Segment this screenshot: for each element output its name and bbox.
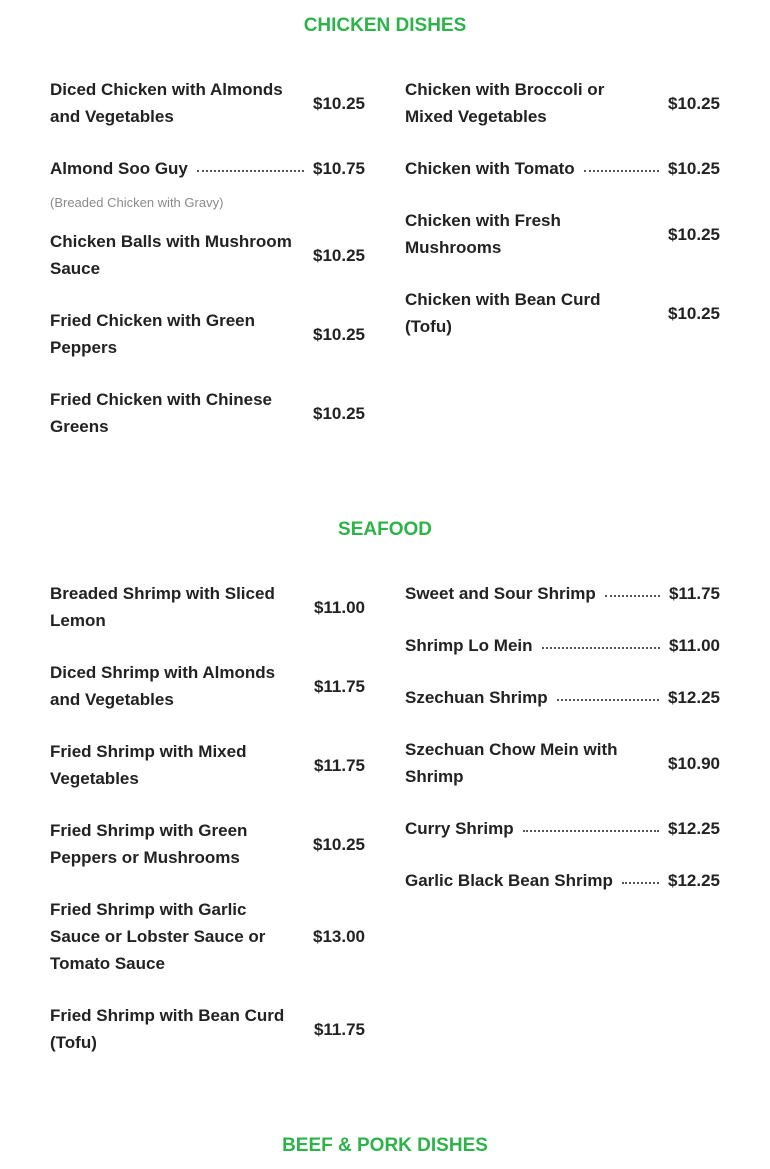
section-title-chicken: CHICKEN DISHES <box>303 15 467 36</box>
menu-item-price: $11.75 <box>313 755 365 775</box>
menu-item-price: $10.25 <box>313 403 365 423</box>
menu-item[interactable] <box>50 896 365 977</box>
menu-item-price: $11.75 <box>313 1019 365 1039</box>
menu-item[interactable] <box>405 736 720 790</box>
menu-item-name: Fried Chicken with Green Peppers <box>50 311 255 357</box>
menu-item-name: Sweet and Sour Shrimp <box>405 584 596 603</box>
menu-item[interactable] <box>50 386 365 440</box>
menu-item[interactable] <box>50 76 365 130</box>
menu-item-name: Fried Shrimp with Green Peppers or Mushrooms <box>50 821 248 867</box>
menu-item[interactable] <box>50 580 365 634</box>
menu-item-name: Szechuan Shrimp <box>405 688 548 707</box>
leader-dots <box>523 830 659 832</box>
leader-dots <box>605 595 660 597</box>
menu-item-name: Fried Shrimp with Mixed Vegetables <box>50 742 247 788</box>
menu-item-name: Fried Chicken with Chinese Greens <box>50 390 272 436</box>
menu-item-price: $10.25 <box>313 834 365 854</box>
menu-item[interactable] <box>50 659 365 713</box>
menu-item-name: Chicken with Bean Curd (Tofu) <box>405 290 601 336</box>
menu-item[interactable] <box>405 207 720 261</box>
menu-item-name: Diced Chicken with Almonds and Vegetables <box>50 80 283 126</box>
section-title-seafood: SEAFOOD <box>338 519 432 540</box>
menu-item-price: $11.00 <box>668 636 720 655</box>
menu-item[interactable] <box>405 867 720 894</box>
menu-item-name: Shrimp Lo Mein <box>405 636 533 655</box>
menu-item-price: $11.75 <box>313 676 365 696</box>
section-title-beef-pork: BEEF & PORK DISHES <box>282 1135 488 1156</box>
menu-item-price: $10.75 <box>313 159 365 178</box>
menu-item[interactable] <box>405 684 720 711</box>
menu-item-price: $10.25 <box>668 303 720 323</box>
menu-item-price: $10.25 <box>668 93 720 113</box>
menu-item-name: Fried Shrimp with Bean Curd (Tofu) <box>50 1006 285 1052</box>
menu-item-price: $12.25 <box>668 688 720 707</box>
menu-item-name: Garlic Black Bean Shrimp <box>405 871 613 890</box>
menu-item-price: $10.25 <box>668 159 720 178</box>
menu-item-name: Almond Soo Guy <box>50 159 188 178</box>
menu-item-name: Fried Shrimp with Garlic Sauce or Lobster Sauce or Tomato Sauce <box>50 900 266 973</box>
menu-item[interactable] <box>405 580 720 607</box>
menu-item[interactable] <box>405 815 720 842</box>
menu-item[interactable] <box>405 632 720 659</box>
menu-item-price: $10.25 <box>313 245 365 265</box>
menu-item-name: Szechuan Chow Mein with Shrimp <box>405 740 618 786</box>
menu-item-price: $13.00 <box>313 927 365 946</box>
menu-item[interactable] <box>50 1002 365 1056</box>
menu-item-price: $10.25 <box>313 93 365 113</box>
menu-item-note: (Breaded Chicken with Gravy) <box>50 195 224 210</box>
menu-item-price: $11.75 <box>668 584 720 603</box>
menu-item-name: Chicken with Tomato <box>405 159 575 178</box>
menu-item[interactable] <box>50 738 365 792</box>
menu-item[interactable] <box>405 286 720 340</box>
leader-dots <box>584 170 659 172</box>
menu-item-price: $12.25 <box>668 871 720 890</box>
leader-dots <box>197 170 304 172</box>
menu-item[interactable] <box>405 76 720 130</box>
menu-item-price: $11.00 <box>313 597 365 617</box>
menu-item-price: $10.90 <box>668 753 720 773</box>
menu-item[interactable] <box>405 155 720 182</box>
menu-item-price: $12.25 <box>668 819 720 838</box>
menu-item-name: Chicken with Broccoli or Mixed Vegetables <box>405 80 605 126</box>
menu-item-name: Chicken Balls with Mushroom Sauce <box>50 232 292 278</box>
menu-item-price: $10.25 <box>668 224 720 244</box>
menu-item[interactable] <box>50 817 365 871</box>
menu-item-price: $10.25 <box>313 324 365 344</box>
menu-item[interactable] <box>50 307 365 361</box>
leader-dots <box>557 699 659 701</box>
leader-dots <box>542 647 660 649</box>
menu-item[interactable] <box>50 155 365 182</box>
menu-item-name: Chicken with Fresh Mushrooms <box>405 211 561 257</box>
menu-item-name: Breaded Shrimp with Sliced Lemon <box>50 584 275 630</box>
menu-item-name: Curry Shrimp <box>405 819 514 838</box>
menu-item-name: Diced Shrimp with Almonds and Vegetables <box>50 663 276 709</box>
leader-dots <box>622 882 659 884</box>
menu-item[interactable] <box>50 228 365 282</box>
